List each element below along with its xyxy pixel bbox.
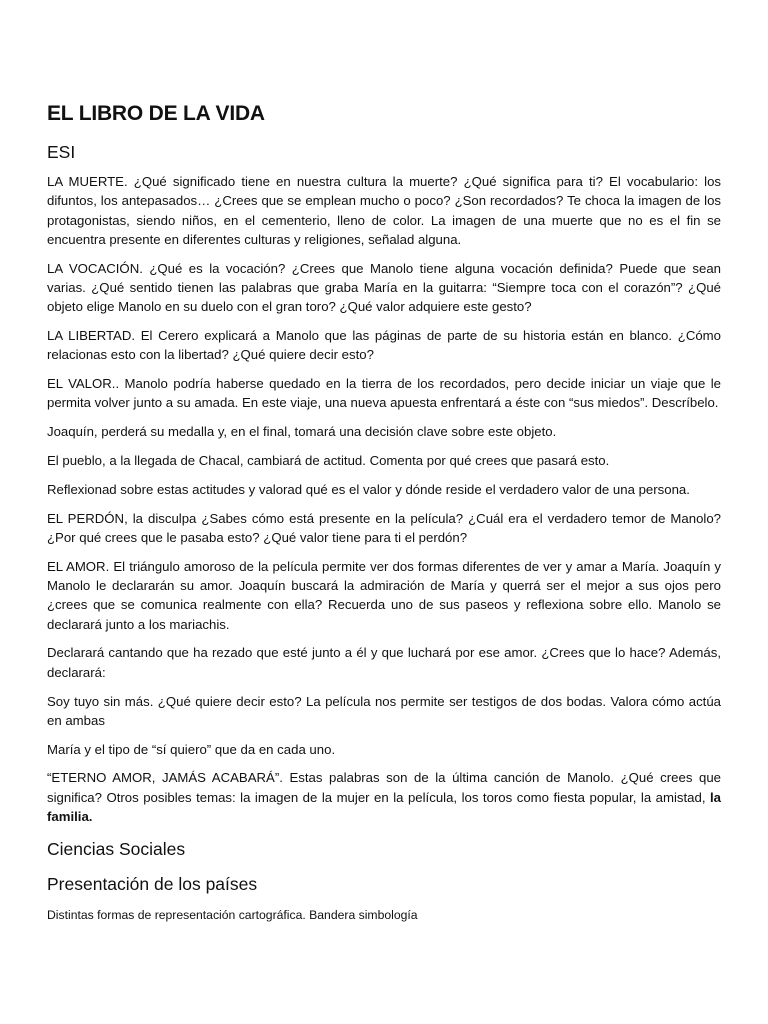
paragraph-perdon: EL PERDÓN, la disculpa ¿Sabes cómo está presente en la película? ¿Cuál era el verdadero temor de Manolo? ¿Por qué crees que le pasaba esto? ¿Qué valor tiene para ti el perdón? — [47, 510, 721, 545]
paragraph-vocacion: LA VOCACIÓN. ¿Qué es la vocación? ¿Crees que Manolo tiene alguna vocación definida? Puede que sean varias. ¿Qué sentido tienen las palabras que graba María en la guitarra: “Siempre toca con el corazón”? ¿Qué objeto elige Manolo en su duelo con el gran toro? ¿Qué valor adquiere este gesto? — [47, 260, 721, 315]
section-heading-presentacion-paises: Presentación de los países — [47, 873, 258, 894]
paragraph-amor: EL AMOR. El triángulo amoroso de la película permite ver dos formas diferentes de ver y amar a María. Joaquín y Manolo le declararán su amor. Joaquín buscará la admiración de María y querrá ser el mejor a sus ojos pero ¿crees que se comunica realmente con ella? Recuerda uno de sus paseos y reflexiona sobre ello. Manolo se declarará junto a los mariachis. — [47, 558, 721, 632]
paragraph-declarara: Declarará cantando que ha rezado que esté junto a él y que luchará por ese amor. ¿Crees que lo hace? Además, declarará: — [47, 645, 721, 680]
paragraph-soy-tuyo: Soy tuyo sin más. ¿Qué quiere decir esto? La película nos permite ser testigos de dos bodas. Valora cómo actúa en ambas — [47, 693, 721, 728]
section-heading-ciencias-sociales: Ciencias Sociales — [47, 838, 186, 859]
paragraph-libertad: LA LIBERTAD. El Cerero explicará a Manolo que las páginas de parte de su historia están en blanco. ¿Cómo relacionas esto con la libertad? ¿Qué quiere decir esto? — [47, 328, 721, 363]
paragraph-eterno-amor-bold: la familia. — [47, 789, 721, 825]
paragraph-eterno-amor-text: “ETERNO AMOR, JAMÁS ACABARÁ”. Estas palabras son de la última canción de Manolo. ¿Qué crees que significa? Otros posibles temas: la imagen de la mujer en la película, los toros como fiesta popular, la amistad, — [47, 770, 721, 805]
paragraph-maria-si-quiero: María y el tipo de “sí quiero” que da en cada uno. — [47, 741, 336, 757]
document-subtitle: ESI — [47, 142, 76, 162]
paragraph-joaquin: Joaquín, perderá su medalla y, en el final, tomará una decisión clave sobre este objeto. — [47, 424, 557, 440]
paragraph-muerte: LA MUERTE. ¿Qué significado tiene en nuestra cultura la muerte? ¿Qué significa para ti? El vocabulario: los difuntos, los antepasados… ¿Crees que se emplean mucho o poco? ¿Son recordados? Te choca la imagen de los protagonistas, siendo niños, en el cementerio, lleno de color. La imagen de una muerte que no es el fin se encuentra presente en diferentes culturas y religiones, señalad alguna. — [47, 174, 721, 247]
document-page — [47, 100, 721, 924]
footer-line: Distintas formas de representación cartográfica. Bandera simbología — [47, 907, 418, 922]
paragraph-pueblo: El pueblo, a la llegada de Chacal, cambiará de actitud. Comenta por qué crees que pasará esto. — [47, 453, 610, 469]
paragraph-eterno-amor — [47, 768, 721, 826]
document-title: EL LIBRO DE LA VIDA — [47, 102, 265, 125]
paragraph-valor: EL VALOR.. Manolo podría haberse quedado en la tierra de los recordados, pero decide iniciar un viaje que le permita volver junto a su amada. En este viaje, una nueva apuesta enfrentará a éste con “sus miedos”. Descríbelo. — [47, 376, 721, 411]
paragraph-reflexionad: Reflexionad sobre estas actitudes y valorad qué es el valor y dónde reside el verdadero valor de una persona. — [47, 481, 690, 497]
